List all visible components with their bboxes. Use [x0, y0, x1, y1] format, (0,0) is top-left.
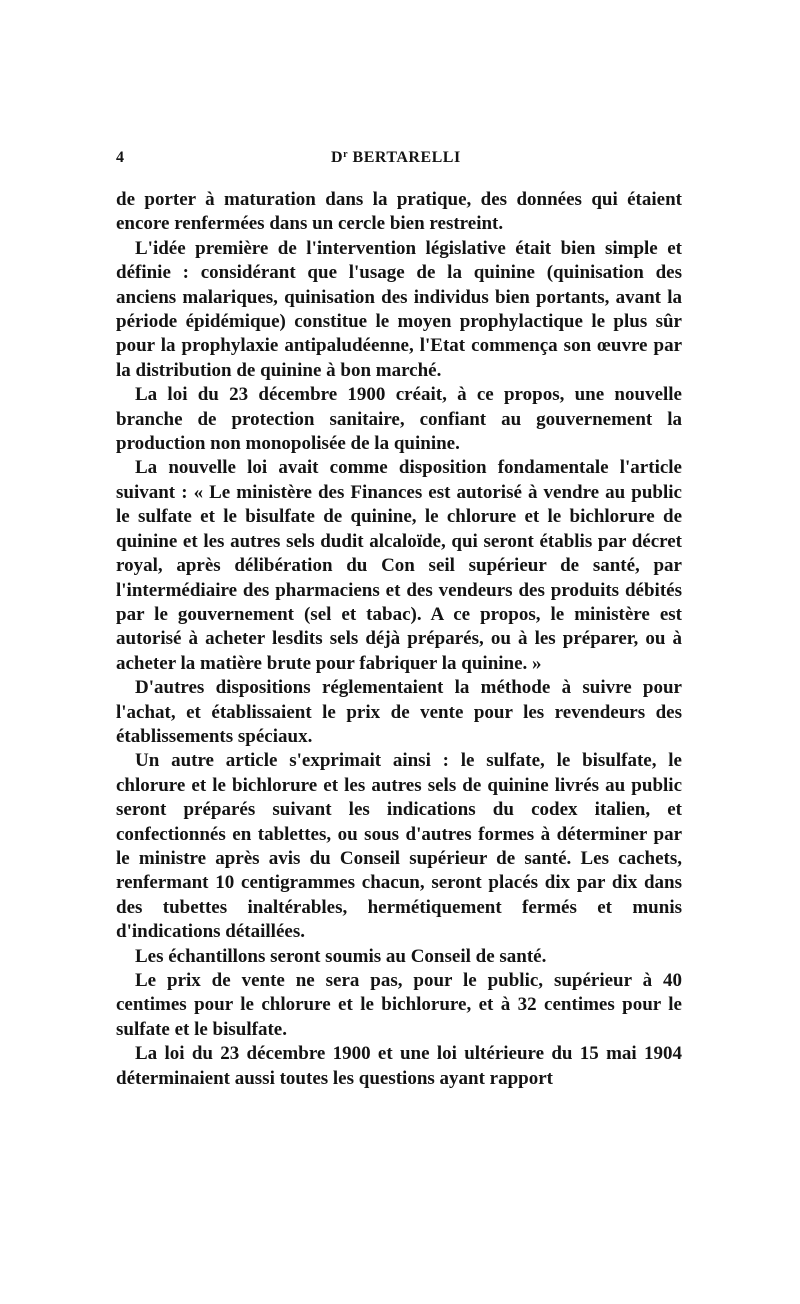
paragraph-law-1900: La loi du 23 décembre 1900 créait, à ce propos, une nouvelle branche de protection sanitaire, confiant au gouvernement la production non monopolisée de la quinine.	[116, 384, 682, 455]
paragraph-another-article: Un autre article s'exprimait ainsi : le sulfate, le bisulfate, le chlorure et le bichlorure et les autres sels de quinine livrés au public seront préparés suivant les indications du codex italien, et confectionnés en tablettes, ou sous d'autres formes à déterminer par le ministre après avis du Conseil supérieur de santé. Les cachets, renfermant 10 centigrammes chacun, seront placés dix par dix dans des tubettes inaltérables, hermétiquement fermés et munis d'indications détaillées.	[116, 750, 682, 943]
paragraph-other-provisions: D'autres dispositions réglementaient la méthode à suivre pour l'achat, et établissaient le prix de vente pour les revendeurs des établissements spéciaux.	[116, 677, 682, 747]
running-head	[116, 149, 682, 173]
author-name: BERTARELLI	[352, 149, 461, 166]
paragraph-fundamental-article: La nouvelle loi avait comme disposition fondamentale l'article suivant : « Le ministère des Finances est autorisé à vendre au public le sulfate et le bisulfate de quinine, le chlorure et le bichlorure de quinine et les autres sels dudit alcaloïde, qui seront établis par décret royal, après délibération du Con seil supérieur de santé, par l'intermédiaire des pharmaciens et des vendeurs des produits débités par le gouvernement (sel et tabac). A ce propos, le ministère est autorisé à acheter lesdits sels déjà préparés, ou à les préparer, ou à acheter la matière brute pour fabriquer la quinine. »	[116, 457, 682, 674]
paragraph-continuation: de porter à maturation dans la pratique, des données qui étaient encore renfermées dans un cercle bien restreint.	[116, 189, 682, 235]
paragraph-legislative-idea: L'idée première de l'intervention législative était bien simple et définie : considérant que l'usage de la quinine (quinisation des anciens malariques, quinisation des individus bien portants, avant la période épidémique) constitue le moyen prophylactique le plus sûr pour la prophylaxie antipaludéenne, l'Etat commença son œuvre par la distribution de quinine à bon marché.	[116, 237, 682, 381]
page-number: 4	[116, 149, 125, 166]
author-prefix-superscript: r	[343, 149, 349, 160]
paragraph-sale-price: Le prix de vente ne sera pas, pour le public, supérieur à 40 centimes pour le chlorure et le bichlorure, et à 32 centimes pour le sulfate et le bisulfate.	[116, 970, 682, 1040]
author-prefix: D	[331, 149, 344, 166]
paragraph-laws-1900-1904: La loi du 23 décembre 1900 et une loi ultérieure du 15 mai 1904 déterminaient aussi toutes les questions ayant rapport	[116, 1043, 682, 1089]
paragraph-samples: Les échantillons seront soumis au Conseil de santé.	[135, 945, 547, 967]
body-text	[116, 188, 682, 1091]
running-title	[331, 149, 461, 167]
